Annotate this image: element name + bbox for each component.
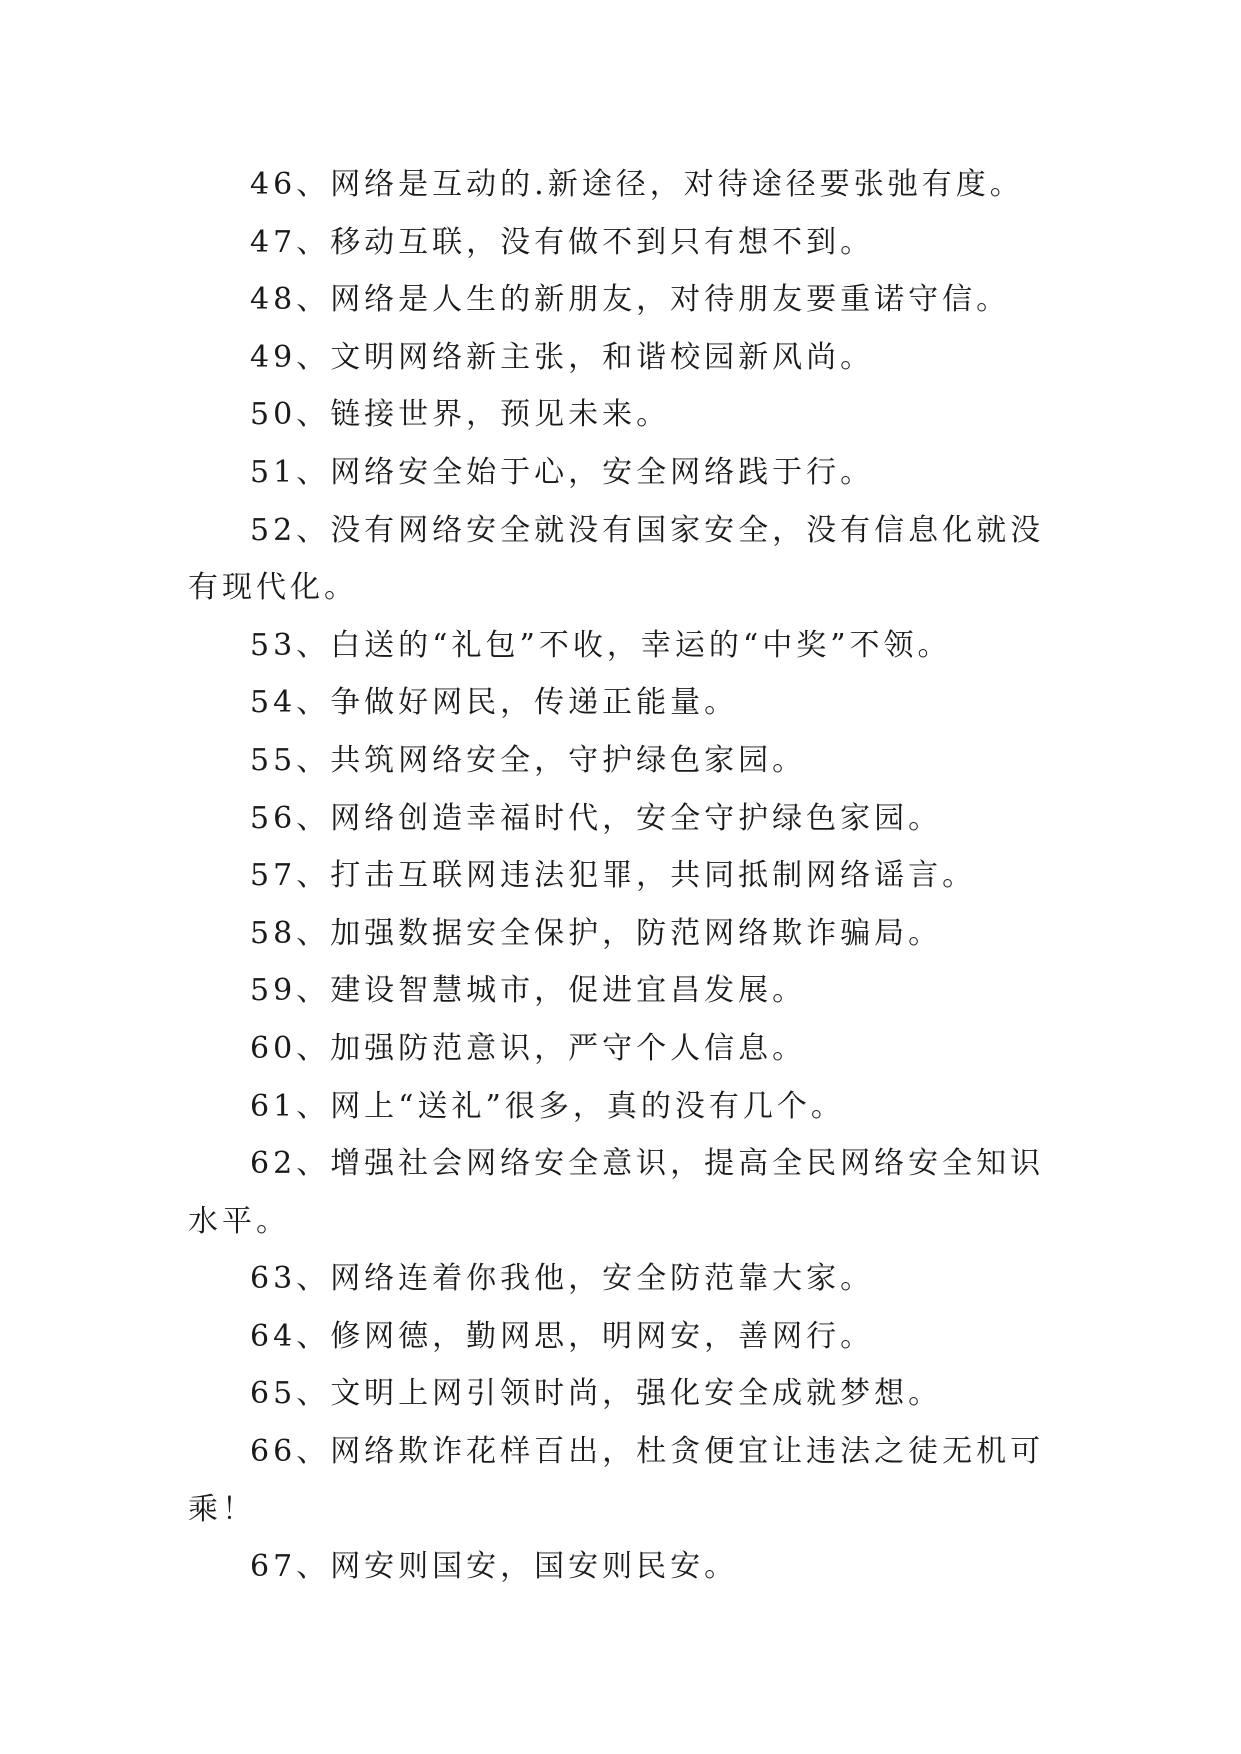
item-number: 54 bbox=[250, 685, 297, 721]
item-text: 打击互联网违法犯罪，共同抵制网络谣言。 bbox=[330, 858, 977, 894]
item-number: 58 bbox=[250, 915, 297, 951]
item-text: 争做好网民，传递正能量。 bbox=[330, 685, 739, 721]
list-item: 55、共筑网络安全，守护绿色家园。 bbox=[250, 742, 807, 778]
item-text: 文明网络新主张，和谐校园新风尚。 bbox=[330, 339, 875, 375]
item-text: 网络连着你我他，安全防范靠大家。 bbox=[330, 1261, 875, 1297]
item-text: 加强数据安全保护，防范网络欺诈骗局。 bbox=[330, 915, 943, 951]
item-text: 文明上网引领时尚，强化安全成就梦想。 bbox=[330, 1376, 943, 1412]
item-number: 66 bbox=[250, 1434, 297, 1470]
item-text: 加强防范意识，严守个人信息。 bbox=[330, 1030, 807, 1066]
item-number: 62 bbox=[250, 1146, 297, 1182]
list-item: 48、网络是人生的新朋友，对待朋友要重诺守信。 bbox=[250, 282, 1011, 318]
item-number: 47 bbox=[250, 224, 297, 260]
item-text: 网络是互动的.新途径，对待途径要张弛有度。 bbox=[330, 167, 1024, 202]
list-item: 46、网络是互动的.新途径，对待途径要张弛有度。 bbox=[250, 167, 1024, 202]
list-item: 59、建设智慧城市，促进宜昌发展。 bbox=[250, 973, 807, 1009]
item-text: 网络是人生的新朋友，对待朋友要重诺守信。 bbox=[330, 282, 1011, 318]
item-text: 网上“送礼”很多，真的没有几个。 bbox=[330, 1088, 845, 1124]
list-item: 67、网安则国安，国安则民安。 bbox=[250, 1549, 739, 1585]
document-body bbox=[188, 156, 1058, 1596]
item-text: 增强社会网络安全意识，提高全民网络安全知识水平。 bbox=[188, 1146, 1045, 1239]
item-text: 网络欺诈花样百出，杜贪便宜让违法之徒无机可乘！ bbox=[188, 1434, 1045, 1527]
item-number: 60 bbox=[250, 1030, 297, 1066]
list-item: 66、网络欺诈花样百出，杜贪便宜让违法之徒无机可乘！ bbox=[188, 1434, 1045, 1527]
item-number: 53 bbox=[250, 627, 297, 663]
list-item: 50、链接世界，预见未来。 bbox=[250, 397, 671, 433]
item-number: 67 bbox=[250, 1549, 297, 1585]
item-number: 55 bbox=[250, 742, 297, 778]
list-item: 47、移动互联，没有做不到只有想不到。 bbox=[250, 224, 875, 260]
item-text: 建设智慧城市，促进宜昌发展。 bbox=[330, 973, 807, 1009]
item-text: 网络创造幸福时代，安全守护绿色家园。 bbox=[330, 800, 943, 836]
item-text: 共筑网络安全，守护绿色家园。 bbox=[330, 742, 807, 778]
list-item: 53、白送的“礼包”不收，幸运的“中奖”不领。 bbox=[250, 627, 952, 663]
item-text: 没有网络安全就没有国家安全，没有信息化就没有现代化。 bbox=[188, 512, 1045, 606]
list-item: 60、加强防范意识，严守个人信息。 bbox=[250, 1030, 807, 1066]
item-number: 56 bbox=[250, 800, 297, 836]
list-item: 56、网络创造幸福时代，安全守护绿色家园。 bbox=[250, 800, 943, 836]
item-number: 61 bbox=[250, 1088, 297, 1124]
list-item: 49、文明网络新主张，和谐校园新风尚。 bbox=[250, 339, 875, 375]
item-number: 63 bbox=[250, 1261, 297, 1297]
item-number: 51 bbox=[250, 454, 297, 490]
list-item: 61、网上“送礼”很多，真的没有几个。 bbox=[250, 1088, 845, 1124]
item-number: 57 bbox=[250, 858, 297, 894]
item-number: 50 bbox=[250, 397, 297, 433]
item-text: 修网德，勤网思，明网安，善网行。 bbox=[330, 1318, 875, 1354]
item-text: 移动互联，没有做不到只有想不到。 bbox=[330, 224, 875, 260]
item-number: 59 bbox=[250, 973, 297, 1009]
item-text: 网络安全始于心，安全网络践于行。 bbox=[330, 454, 875, 490]
list-item: 51、网络安全始于心，安全网络践于行。 bbox=[250, 454, 875, 490]
item-number: 52 bbox=[250, 512, 297, 548]
item-text: 白送的“礼包”不收，幸运的“中奖”不领。 bbox=[330, 627, 952, 663]
list-item: 52、没有网络安全就没有国家安全，没有信息化就没有现代化。 bbox=[188, 512, 1045, 606]
list-item: 64、修网德，勤网思，明网安，善网行。 bbox=[250, 1318, 875, 1354]
list-item: 65、文明上网引领时尚，强化安全成就梦想。 bbox=[250, 1376, 943, 1412]
item-text: 链接世界，预见未来。 bbox=[330, 397, 671, 433]
list-item: 54、争做好网民，传递正能量。 bbox=[250, 685, 739, 721]
item-number: 65 bbox=[250, 1376, 297, 1412]
item-number: 49 bbox=[250, 339, 297, 375]
item-number: 64 bbox=[250, 1318, 297, 1354]
item-number: 48 bbox=[250, 282, 297, 318]
list-item: 58、加强数据安全保护，防范网络欺诈骗局。 bbox=[250, 915, 943, 951]
list-item: 62、增强社会网络安全意识，提高全民网络安全知识水平。 bbox=[188, 1146, 1045, 1239]
item-number: 46 bbox=[250, 167, 297, 202]
list-item: 57、打击互联网违法犯罪，共同抵制网络谣言。 bbox=[250, 858, 977, 894]
list-item: 63、网络连着你我他，安全防范靠大家。 bbox=[250, 1261, 875, 1297]
item-text: 网安则国安，国安则民安。 bbox=[330, 1549, 739, 1585]
